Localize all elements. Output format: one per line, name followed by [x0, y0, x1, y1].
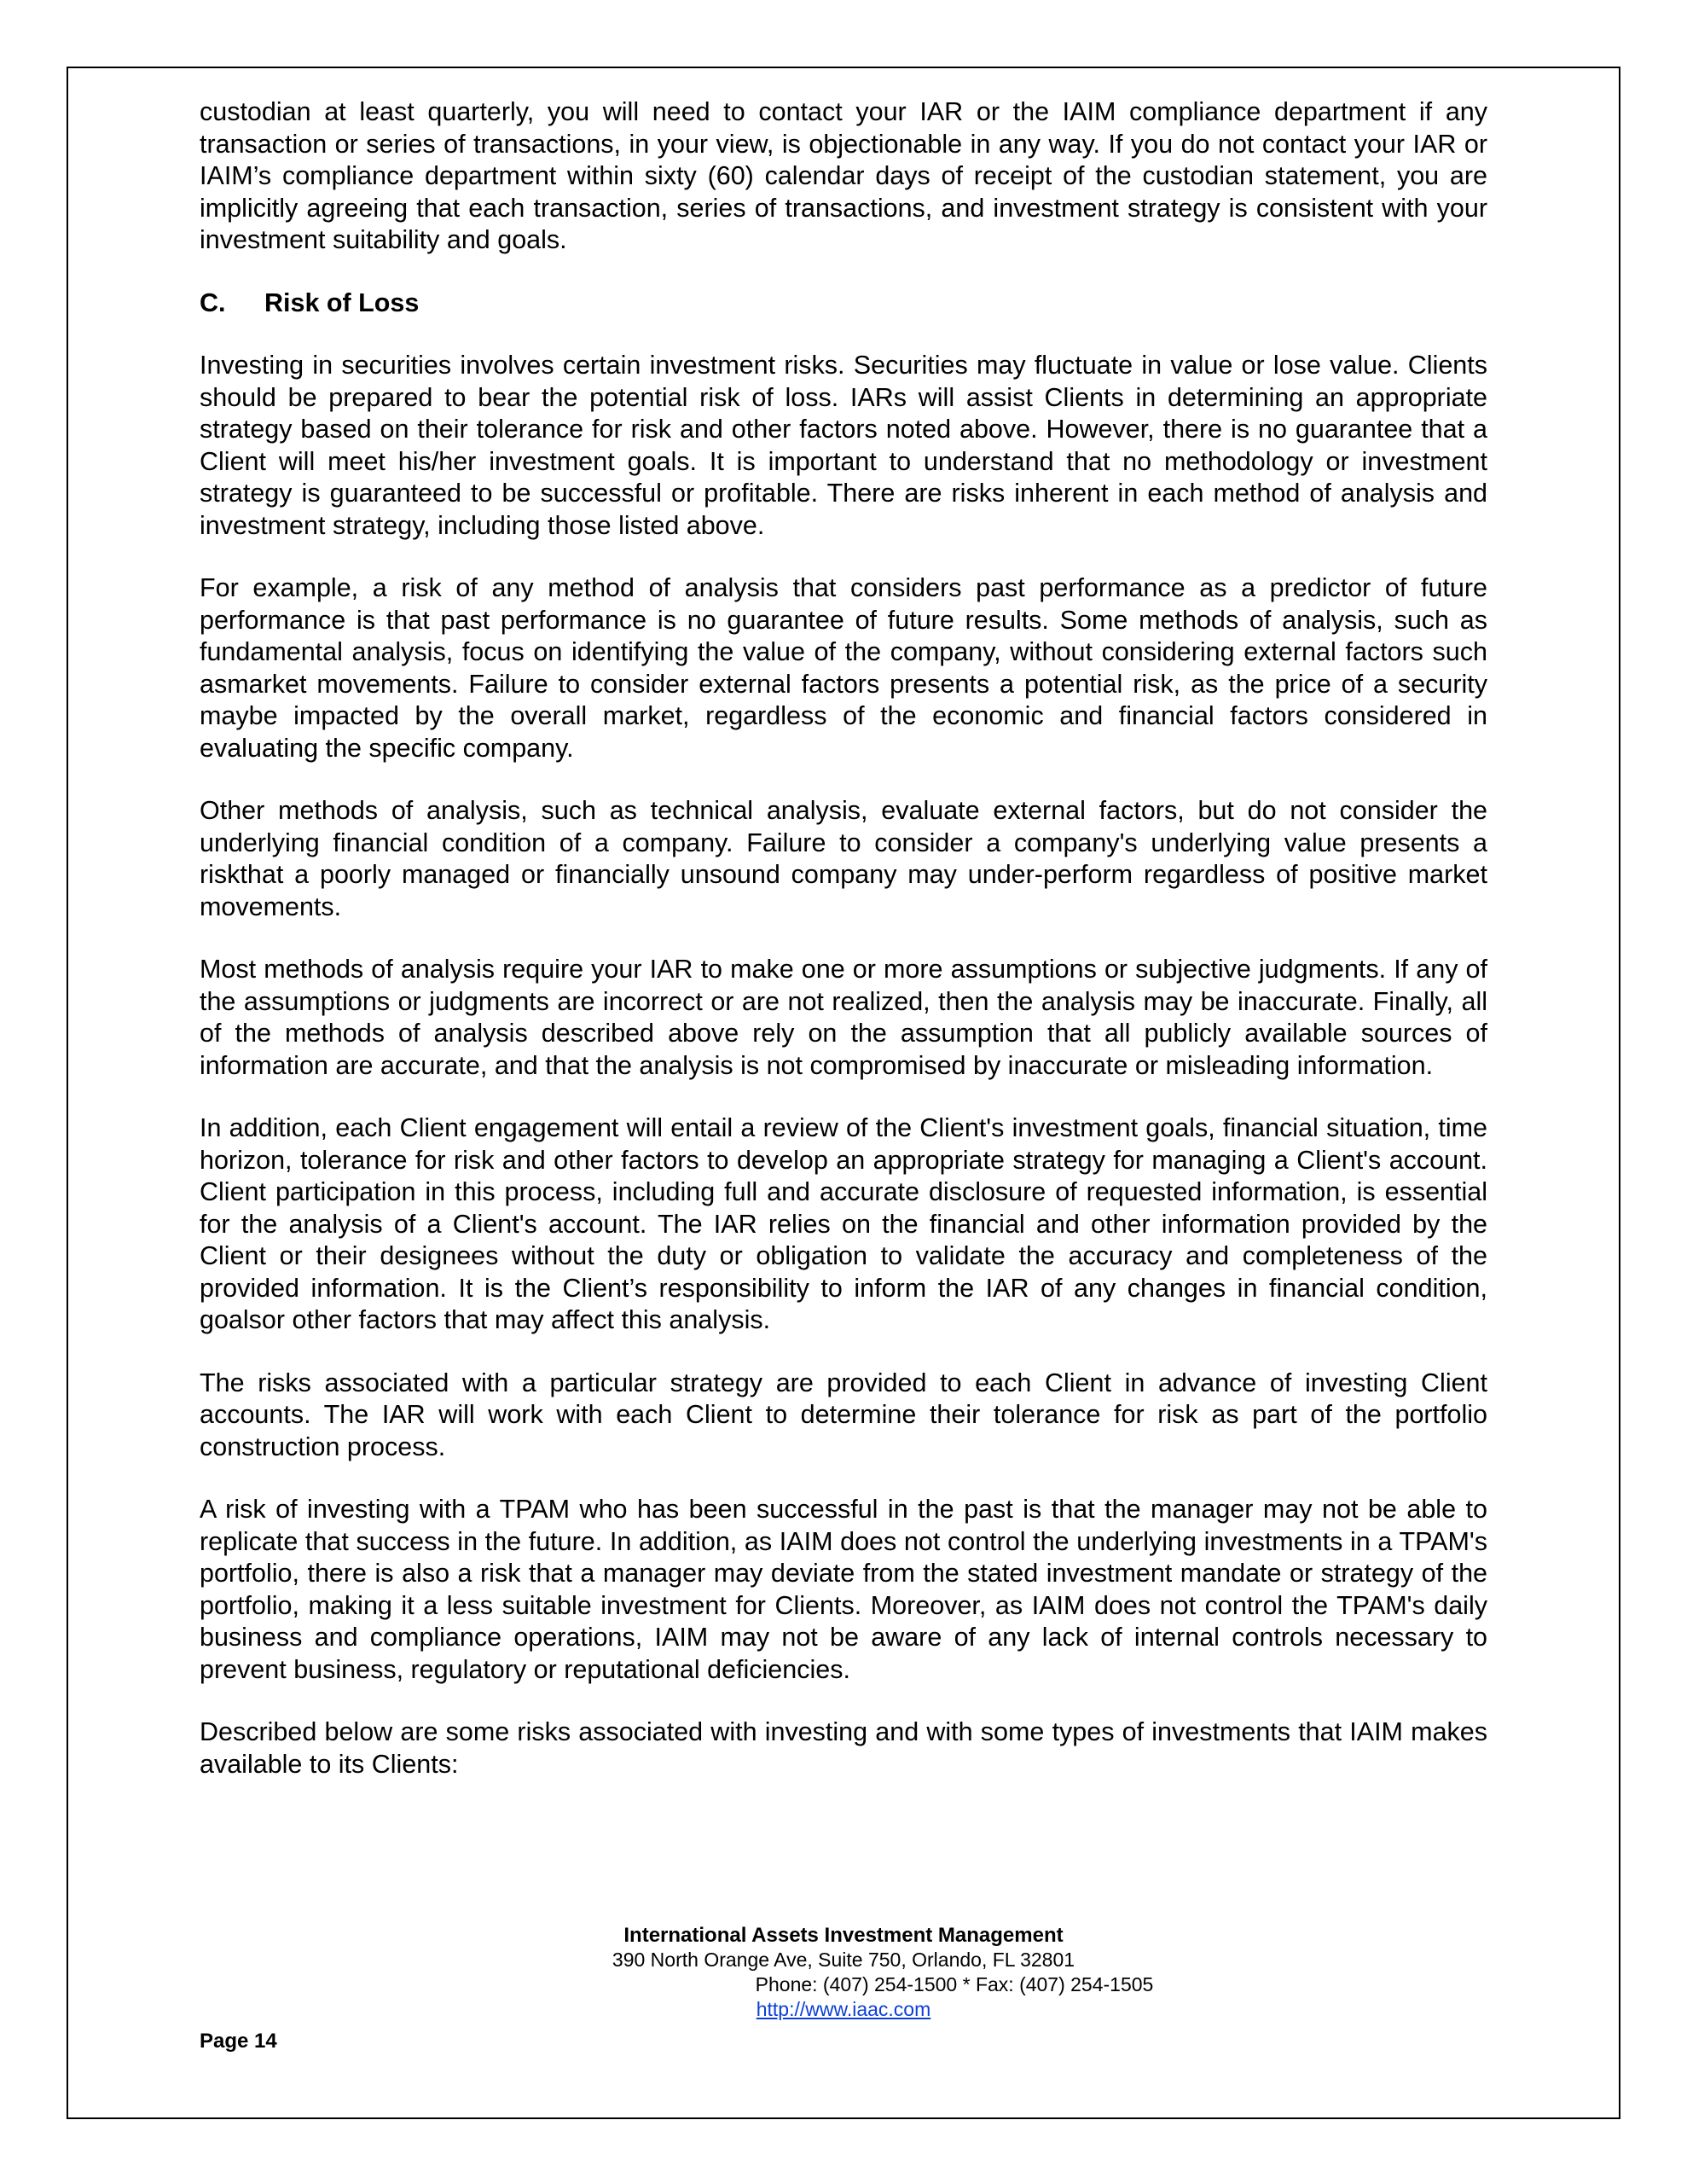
paragraph-assumptions: Most methods of analysis require your IAR to make one or more assumptions or subjective judgments. If any of the assumptions or judgments are incorrect or are not realized, then the analysis may be inaccurate. Finally, all of the methods of analysis described above rely on the assumption that all publicly available sources of information are accurate, and that the analysis is not compromised by inaccurate or misleading information.: [200, 955, 1487, 1080]
paragraph-investing-risks: Investing in securities involves certain investment risks. Securities may fluctuate in value or lose value. Clients should be prepared to bear the potential risk of loss. IARs will assist Clients in determining an appropriate strategy based on their tolerance for risk and other factors noted above. However, there is no guarantee that a Client will meet his/her investment goals. It is important to understand that no methodology or investment strategy is guaranteed to be successful or profitable. There are risks inherent in each method of analysis and investment strategy, including those listed above.: [200, 351, 1487, 540]
section-number: C.: [200, 288, 226, 317]
paragraph-strategy-risks: The risks associated with a particular strategy are provided to each Client in advance of investing Client accounts. The IAR will work with each Client to determine their tolerance for risk as part of the portfolio construction process.: [200, 1368, 1487, 1461]
footer-company: International Assets Investment Management: [623, 1924, 1064, 1947]
paragraph-tpam-risk: A risk of investing with a TPAM who has been successful in the past is that the manager may not be able to replicate that success in the future. In addition, as IAIM does not control the underlying investments in a TPAM's portfolio, there is also a risk that a manager may deviate from the stated investment mandate or strategy of the portfolio, making it a less suitable investment for Clients. Moreover, as IAIM does not control the TPAM's daily business and compliance operations, IAIM may not be aware of any lack of internal controls necessary to prevent business, regulatory or reputational deficiencies.: [200, 1495, 1487, 1684]
page-number: Page 14: [200, 2030, 277, 2053]
paragraph-described-below: Described below are some risks associated with investing and with some types of investments that IAIM makes available to its Clients:: [200, 1717, 1487, 1779]
document-body: [200, 96, 1487, 1811]
section-heading: [200, 288, 1487, 320]
paragraph-past-performance: For example, a risk of any method of analysis that considers past performance as a predictor of future performance is that past performance is no guarantee of future results. Some methods of analysis, such as fundamental analysis, focus on identifying the value of the company, without considering external factors such asmarket movements. Failure to consider external factors presents a potential risk, as the price of a security maybe impacted by the overall market, regardless of the economic and financial factors considered in evaluating the specific company.: [200, 573, 1487, 763]
intro-paragraph: custodian at least quarterly, you will need to contact your IAR or the IAIM compliance department if any transaction or series of transactions, in your view, is objectionable in any way. If you do not contact your IAR or IAIM’s compliance department within sixty (60) calendar days of receipt of the custodian statement, you are implicitly agreeing that each transaction, series of transactions, and investment strategy is consistent with your investment suitability and goals.: [200, 97, 1487, 254]
footer-address: 390 North Orange Ave, Suite 750, Orlando, FL 32801: [612, 1949, 1075, 1971]
page-footer: [0, 1923, 1687, 2022]
section-title: Risk of Loss: [264, 288, 420, 317]
paragraph-technical-analysis: Other methods of analysis, such as technical analysis, evaluate external factors, but do not consider the underlying financial condition of a company. Failure to consider a company's underlying value presents a riskthat a poorly managed or financially unsound company may under-perform regardless of positive market movements.: [200, 796, 1487, 921]
paragraph-client-engagement: In addition, each Client engagement will entail a review of the Client's investment goals, financial situation, time horizon, tolerance for risk and other factors to develop an appropriate strategy for managing a Client's account. Client participation in this process, including full and accurate disclosure of requested information, is essential for the analysis of a Client's account. The IAR relies on the financial and other information provided by the Client or their designees without the duty or obligation to validate the accuracy and completeness of the provided information. It is the Client’s responsibility to inform the IAR of any changes in financial condition, goalsor other factors that may affect this analysis.: [200, 1113, 1487, 1334]
footer-phone-fax: Phone: (407) 254-1500 * Fax: (407) 254-1505: [755, 1973, 1154, 1995]
footer-website-link[interactable]: http://www.iaac.com: [756, 1998, 931, 2020]
